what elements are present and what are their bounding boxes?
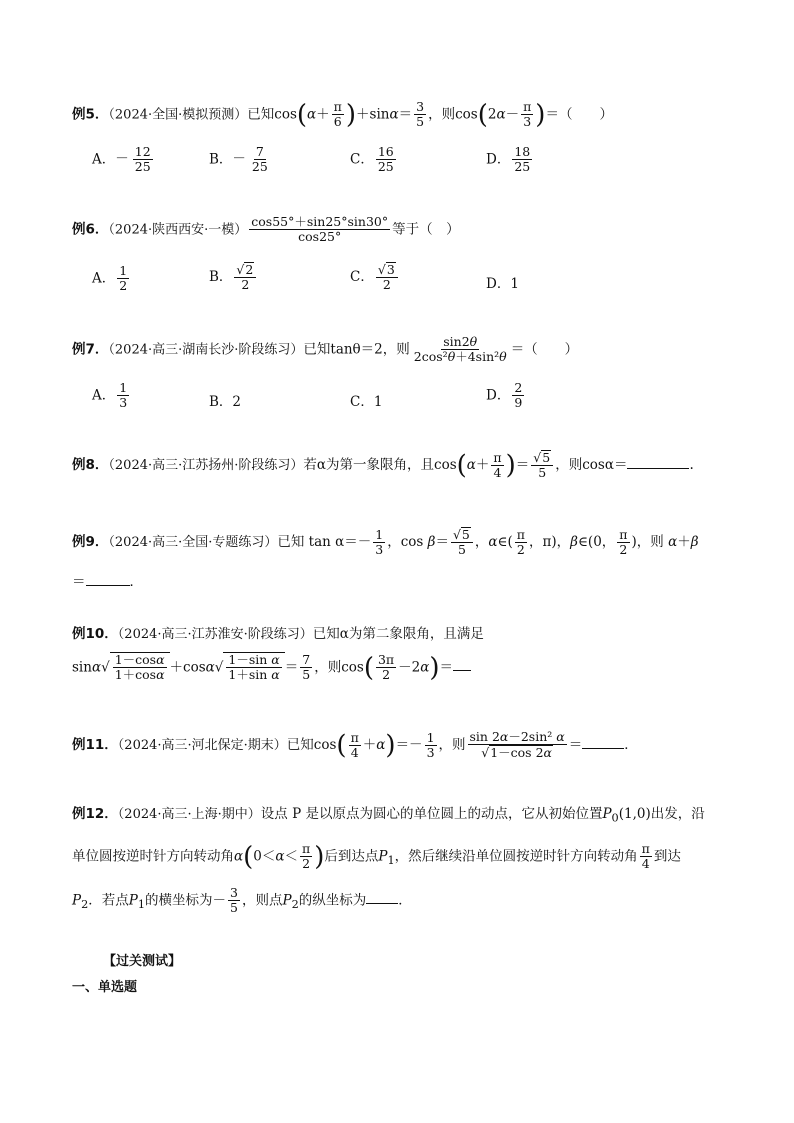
section-title: 【过关测试】 [103,954,182,969]
question-end: ＝（ ） [510,341,579,358]
question-tail: 等于（ ） [392,221,460,238]
question-tail: ，则cosα＝ [555,456,628,473]
question-source: （2024·全国·模拟预测） [108,107,248,123]
option-d[interactable]: D． $\frac{2}{9}$ [486,380,523,411]
question-stem: 设点 P 是以原点为圆心的单位圆上的动点，它从初始位置 [260,806,603,822]
question-6: 例6．（2024·陕西西安·一模） $\frac{\cos 55^\circ+\sin 25^\circ\sin 30^\circ}{\cos 25^\circ}$ 等于（ ） [72,214,460,245]
question-end: ＝（ ） [545,106,613,123]
answer-blank[interactable] [366,903,398,904]
question-source: （2024·高三·河北保定·期末） [117,737,287,753]
option-a[interactable]: A． $\frac{1}{2}$ [92,263,128,294]
question-tail: ，则 [428,106,456,123]
question-source: （2024·高三·江苏扬州·阶段练习） [108,457,304,473]
question-stem: 已知 tan α＝－ [277,533,372,550]
question-8: 例8．（2024·高三·江苏扬州·阶段练习）若α为第一象限角，且cos(α＋ $\frac{\pi}{4}$ )＝ $\frac{√5}{5}$ ，则cosα＝ . [72,449,694,481]
option-c[interactable]: C．1 [350,394,383,410]
question-label: 例9． [72,533,109,550]
option-b[interactable]: B． $\frac{√2}{2}$ [209,262,258,293]
answer-blank[interactable] [86,585,130,586]
question-label: 例11． [72,736,118,753]
question-stem: 已知 [286,736,314,753]
question-source: （2024·高三·江苏淮安·阶段练习） [117,627,313,642]
question-label: 例5． [72,106,109,123]
question-12: 例12．（2024·高三·上海·期中）设点 P 是以原点为圆心的单位圆上的动点，它从初始位置$P_0(1,0)$出发，沿 [72,806,705,825]
option-c[interactable]: C． $\frac{√3}{2}$ [350,262,400,293]
answer-blank[interactable] [582,748,624,749]
question-5: 例5．（2024·全国·模拟预测）已知cos(α＋ $\frac{\pi}{6}$ )＋sinα＝ $\frac{3}{5}$ ，则cos(2α－ $\frac{\pi}{3}$ )＝（ ） [72,99,613,130]
question-label: 例12． [72,806,118,822]
option-c[interactable]: C． $\frac{16}{25}$ [350,144,394,175]
question-stem: 若α为第一象限角，且 [303,456,435,473]
option-d[interactable]: D． $\frac{18}{25}$ [486,144,531,175]
question-12-line2: 单位圆按逆时针方向转动角α(0＜α＜ $\frac{\pi}{2}$ )后到达点$P_1$，然后继续沿单位圆按逆时针方向转动角 $\frac{\pi}{4}$ 到达 [72,841,681,872]
answer-blank[interactable] [627,468,689,469]
question-7: 例7．（2024·高三·湖南长沙·阶段练习）已知tanθ＝2，则 $\frac{\sin 2\theta}{\text{2cos²θ＋4sin²θ}}$ ＝（ ） [72,334,579,365]
question-9-line2: ＝ ． [72,574,143,590]
question-11: 例11．（2024·高三·河北保定·期末）已知cos( $\frac{\pi}{4}$ ＋α)＝－ $\frac{1}{3}$ ，则 $\frac{\text{sin 2α－2sin² α}}{√1-\cos 2\alpha}$ ＝ ． [72,729,638,761]
question-source: （2024·陕西西安·一模） [108,222,248,238]
question-stem: 已知α为第二象限角，且满足 [312,626,484,642]
question-10 [72,622,484,642]
question-12-line3: $P_2$．若点$P_1$的横坐标为－ $\frac{3}{5}$ ，则点$P_2$的纵坐标为 ． [72,885,412,916]
option-b[interactable]: B．－ $\frac{7}{25}$ [209,144,268,175]
section-subtitle: 一、单选题 [72,980,138,995]
option-d[interactable]: D．1 [486,276,519,292]
question-label: 例7． [72,341,109,358]
question-stem: 已知tanθ＝2，则 [303,341,410,358]
option-b[interactable]: B．2 [209,394,242,410]
question-label: 例10． [72,626,118,642]
option-a[interactable]: A． $\frac{1}{3}$ [92,380,128,411]
question-10-formula: sinα√ $\frac{1-\cos\alpha}{1+\cos\alpha}$ ＋cosα√ $\frac{\text{1－sin α}}{\text{1＋sin α}}$ ＝ $\frac{7}{5}$ ，则cos( $\frac{3\pi}{2}$ －2α)＝ [72,652,471,683]
question-source: （2024·高三·湖南长沙·阶段练习） [108,342,304,358]
option-a[interactable]: A．－ $\frac{12}{25}$ [92,144,151,175]
question-source: （2024·高三·全国·专题练习） [108,534,278,550]
question-label: 例6． [72,221,109,238]
question-stem: 已知 [247,106,275,123]
question-label: 例8． [72,456,109,473]
question-source: （2024·高三·上海·期中） [117,807,261,822]
question-9: 例9．（2024·高三·全国·专题练习）已知 tan α＝－ $\frac{1}{3}$ ，cos β＝ $\frac{√5}{5}$ ，α∈( $\frac{\pi}{2}$ ，π)，β∈(0， $\frac{\pi}{2}$ )，则 α＋β [72,526,699,558]
answer-blank[interactable] [453,670,471,671]
